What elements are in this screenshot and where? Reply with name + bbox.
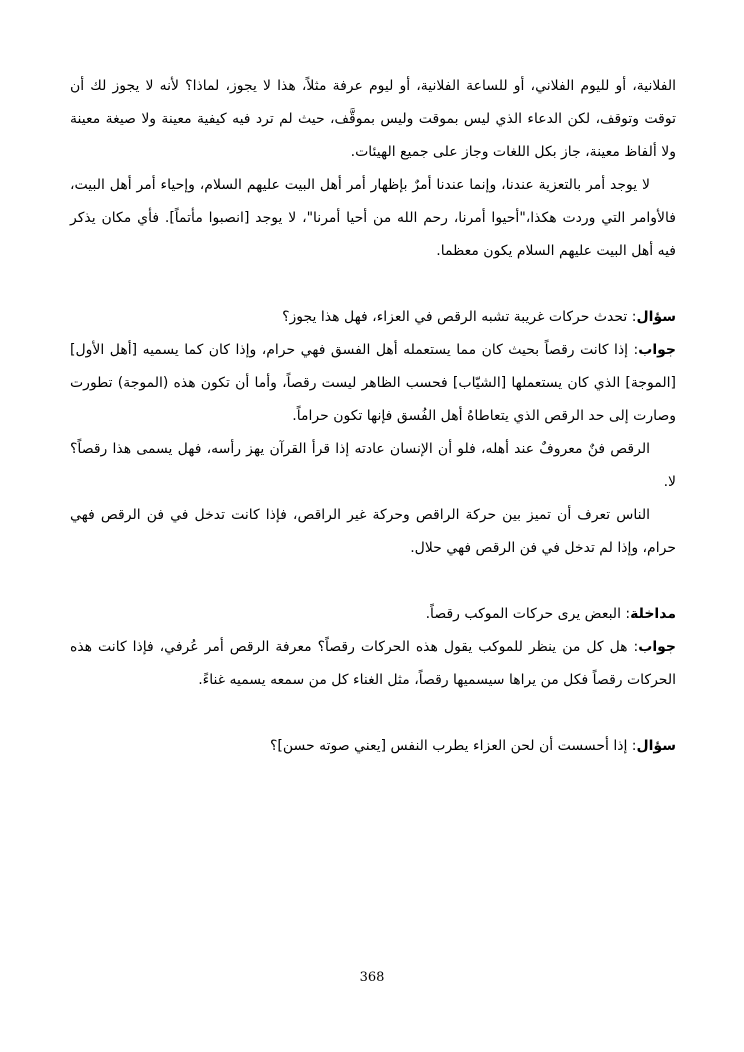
question-label: سؤال <box>636 309 676 325</box>
interjection-procession <box>70 598 676 631</box>
question-text: : تحدث حركات غريبة تشبه الرقص في العزاء، فهل هذا يجوز؟ <box>282 309 637 325</box>
answer-label: جواب <box>638 639 676 655</box>
paragraph-spacer <box>70 697 676 730</box>
answer-procession <box>70 631 676 697</box>
paragraph-spacer <box>70 565 676 598</box>
document-body <box>70 70 676 763</box>
page-number: 368 <box>359 970 385 985</box>
question-text: : إذا أحسست أن لحن العزاء يطرب النفس [يعني صوته حسن]؟ <box>269 738 637 754</box>
answer-text: : هل كل من ينظر للموكب يقول هذه الحركات رقصاً؟ معرفة الرقص أمر عُرفي، فإذا كانت هذه الحركات رقصاً فكل من يراها سيسميها رقصاً، مثل الغناء كل من سمعه يسميه غناءً. <box>70 639 676 688</box>
interjection-label: مداخلة <box>630 606 676 622</box>
answer-dance-movements <box>70 334 676 433</box>
paragraph-no-condolence-order: لا يوجد أمر بالتعزية عندنا، وإنما عندنا أمرٌ بإظهار أمر أهل البيت عليهم السلام، وإحياء أمر أهل البيت، فالأوامر التي وردت هكذا،"أحيوا أمرنا، رحم الله من أحيا أمرنا"، لا يوجد [انصبوا مأتماً]. فأي مكان يذكر فيه أهل البيت عليهم السلام يكون معظما. <box>70 177 676 259</box>
paragraph-condition-continuation: الفلانية، أو لليوم الفلاني، أو للساعة الفلانية، أو ليوم عرفة مثلاً، هذا لا يجوز، لماذا؟ لأنه لا يجوز لك أن توقت وتوقف، لكن الدعاء الذي ليس بموقت وليس بموقَّف، حيث لم ترد فيه كيفية معينة ولا صيغة معينة ولا ألفاظ معينة، جاز بكل اللغات وجاز على جميع الهيئات. <box>70 78 676 160</box>
question-dance-movements <box>70 301 676 334</box>
paragraph-distinguish-dancer: الناس تعرف أن تميز بين حركة الراقص وحركة غير الراقص، فإذا كانت تدخل في فن الرقص فهي حرام، وإذا لم تدخل في فن الرقص فهي حلال. <box>70 507 676 556</box>
question-melody <box>70 730 676 763</box>
paragraph-dance-art: الرقص فنٌ معروفٌ عند أهله، فلو أن الإنسان عادته إذا قرأ القرآن يهز رأسه، فهل يسمى هذا رقصاً؟ لا. <box>70 441 676 490</box>
paragraph-spacer <box>70 268 676 301</box>
interjection-text: : البعض يرى حركات الموكب رقصاً. <box>425 606 631 622</box>
answer-text: : إذا كانت رقصاً بحيث كان مما يستعمله أهل الفسق فهي حرام، وإذا كان كما يسميه [أهل الأول] [الموجة] الذي كان يستعملها [الشيّاب] فحسب الظاهر ليست رقصاً، وأما أن تكون هذه (الموجة) تطورت وصارت إلى حد الرقص الذي يتعاطاهُ أهل الفُسق فإنها تكون حراماً. <box>70 342 676 424</box>
question-label: سؤال <box>636 738 676 754</box>
answer-label: جواب <box>638 342 676 358</box>
